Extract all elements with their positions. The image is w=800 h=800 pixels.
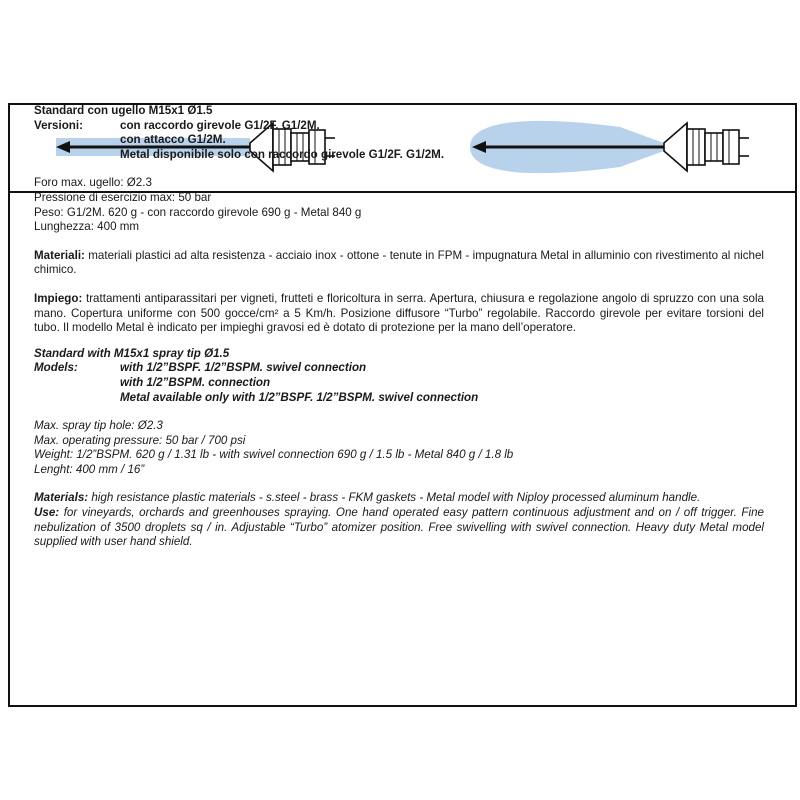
spec-text: [34, 104, 764, 550]
english-materials-label: Materials:: [34, 491, 89, 505]
english-model-item: with 1/2”BSPF. 1/2”BSPM. swivel connection: [120, 361, 367, 375]
english-spec-line: Weight: 1/2”BSPM. 620 g / 1.31 lb - with swivel connection 690 g / 1.5 lb - Metal 840 g / 1.8 lb: [34, 448, 514, 462]
english-section: [34, 347, 764, 550]
italian-versions-label: Versioni:: [34, 118, 83, 132]
italian-version-item: con attacco G1/2M.: [120, 133, 226, 147]
english-models-row: [34, 361, 764, 376]
italian-spec-line: Peso: G1/2M. 620 g - con raccordo girevole 690 g - Metal 840 g: [34, 205, 362, 219]
english-spec-line: Lenght: 400 mm / 16”: [34, 462, 145, 476]
italian-use-paragraph: [34, 292, 764, 336]
english-model-item: with 1/2”BSPM. connection: [120, 375, 271, 389]
italian-use-label: Impiego:: [34, 291, 83, 305]
english-model-item: Metal available only with 1/2”BSPF. 1/2”BSPM. swivel connection: [120, 390, 479, 404]
italian-version-item: con raccordo girevole G1/2F. G1/2M.: [120, 118, 320, 132]
italian-materials-text: materiali plastici ad alta resistenza - acciaio inox - ottone - tenute in FPM - impugnatura Metal in alluminio con rivestimento al nichel chimico.: [34, 248, 764, 277]
italian-spec-line: Lunghezza: 400 mm: [34, 220, 140, 234]
italian-versions-row: [34, 119, 764, 134]
italian-version-item: Metal disponibile solo con raccordo girevole G1/2F. G1/2M.: [120, 147, 445, 161]
italian-materials-label: Materiali:: [34, 248, 85, 262]
english-use-text: for vineyards, orchards and greenhouses spraying. One hand operated easy pattern continuous adjustment and on / off trigger. Fine nebulization of 3500 droplets sq / in. Adjustable “Turbo” atomizer position. Free swivelling with swivel connection. Heavy duty Metal model supplied with user hand shield.: [34, 506, 764, 549]
italian-spec-line: Foro max. ugello: Ø2.3: [34, 176, 152, 190]
italian-heading: Standard con ugello M15x1 Ø1.5: [34, 104, 213, 117]
english-spec-line: Max. spray tip hole: Ø2.3: [34, 419, 163, 433]
english-use-label: Use:: [34, 506, 60, 520]
italian-section: [34, 104, 764, 336]
english-heading: Standard with M15x1 spray tip Ø1.5: [34, 346, 230, 360]
english-materials-paragraph: [34, 491, 764, 506]
english-models-label: Models:: [34, 361, 78, 375]
english-use-paragraph: [34, 506, 764, 550]
english-materials-text: high resistance plastic materials - s.steel - brass - FKM gaskets - Metal model with Niploy processed aluminum handle.: [91, 491, 701, 505]
italian-use-text: trattamenti antiparassitari per vigneti, frutteti e floricoltura in serra. Apertura, chiusura e regolazione angolo di spruzzo con una sola mano. Copertura uniforme con 500 gocce/cm² a 5 Km/h. Posizione diffusore “Turbo” regolabile. Raccordo girevole per evitare torsioni del tubo. Il modello Metal è indicato per impieghi gravosi ed è dotato di protezione per la mano dell’operatore.: [34, 291, 764, 335]
italian-materials-paragraph: [34, 249, 764, 278]
italian-spec-line: Pressione di esercizio max: 50 bar: [34, 190, 212, 204]
english-spec-line: Max. operating pressure: 50 bar / 700 psi: [34, 433, 246, 447]
